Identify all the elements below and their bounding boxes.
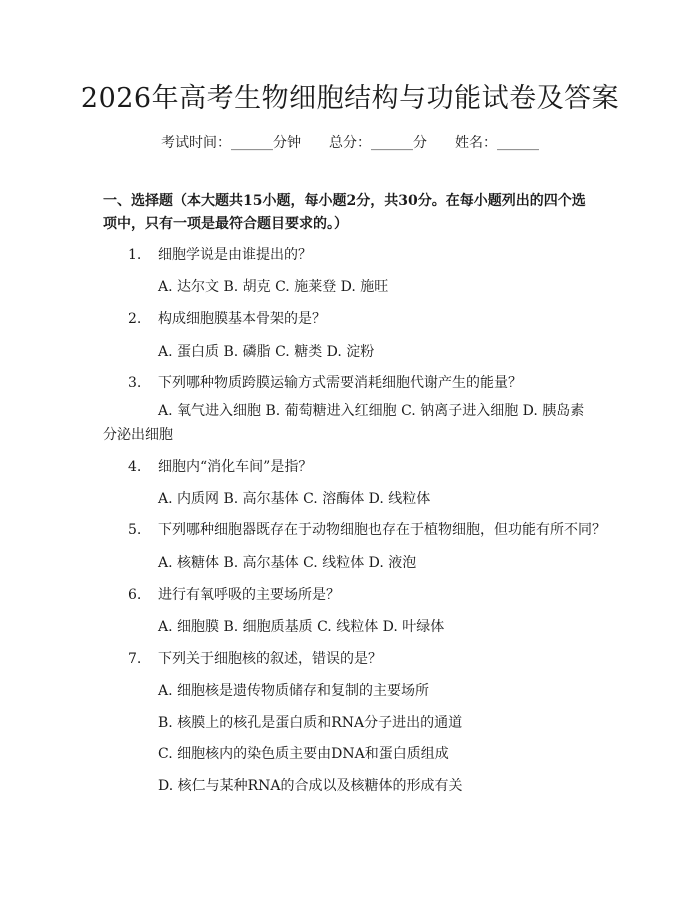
question-1-options: A. 达尔文 B. 胡克 C. 施莱登 D. 施旺 [158,279,389,295]
question-2 [128,308,326,328]
question-6 [128,584,340,604]
question-stem: 进行有氧呼吸的主要场所是？ [158,587,340,603]
question-stem: 下列哪种物质跨膜运输方式需要消耗细胞代谢产生的能量？ [158,375,522,391]
question-7 [128,648,382,668]
question-5 [128,519,606,539]
question-4 [128,456,312,476]
question-7-option-c: C. 细胞核内的染色质主要由DNA和蛋白质组成 [158,746,449,762]
question-3 [128,372,522,392]
question-stem: 构成细胞膜基本骨架的是？ [158,311,326,327]
question-number: 4. [128,459,142,475]
exam-time-field: 考试时间：______分钟 [161,135,301,151]
question-7-option-d: D. 核仁与某种RNA的合成以及核糖体的形成有关 [158,778,463,794]
question-number: 2. [128,311,142,327]
question-7-option-b: B. 核膜上的核孔是蛋白质和RNA分子进出的通道 [158,715,463,731]
question-number: 3. [128,375,142,391]
question-1 [128,244,312,264]
question-2-options: A. 蛋白质 B. 磷脂 C. 糖类 D. 淀粉 [158,344,375,360]
page-title: 2026年高考生物细胞结构与功能试卷及答案 [80,83,620,114]
question-3-options: A. 氧气进入细胞 B. 葡萄糖进入红细胞 C. 钠离子进入细胞 D. 胰岛素分泌出细胞 [103,403,585,443]
name-field: 姓名：______ [455,135,539,151]
section-heading: 一、选择题（本大题共15小题，每小题2分，共30分。在每小题列出的四个选项中，只有一项是最符合题目要求的。） [103,193,586,232]
question-stem: 细胞内“消化车间”是指？ [158,459,313,475]
question-stem: 下列哪种细胞器既存在于动物细胞也存在于植物细胞，但功能有所不同？ [158,522,606,538]
question-4-options: A. 内质网 B. 高尔基体 C. 溶酶体 D. 线粒体 [158,491,431,507]
total-score-field: 总分：______分 [329,135,427,151]
exam-meta-line [0,132,700,152]
question-5-options: A. 核糖体 B. 高尔基体 C. 线粒体 D. 液泡 [158,555,417,571]
question-number: 1. [128,247,142,263]
question-number: 6. [128,587,142,603]
question-6-options: A. 细胞膜 B. 细胞质基质 C. 线粒体 D. 叶绿体 [158,619,445,635]
question-7-option-a: A. 细胞核是遗传物质储存和复制的主要场所 [158,683,430,699]
question-stem: 细胞学说是由谁提出的？ [158,247,312,263]
question-stem: 下列关于细胞核的叙述，错误的是？ [158,651,382,667]
question-number: 7. [128,651,142,667]
question-number: 5. [128,522,142,538]
